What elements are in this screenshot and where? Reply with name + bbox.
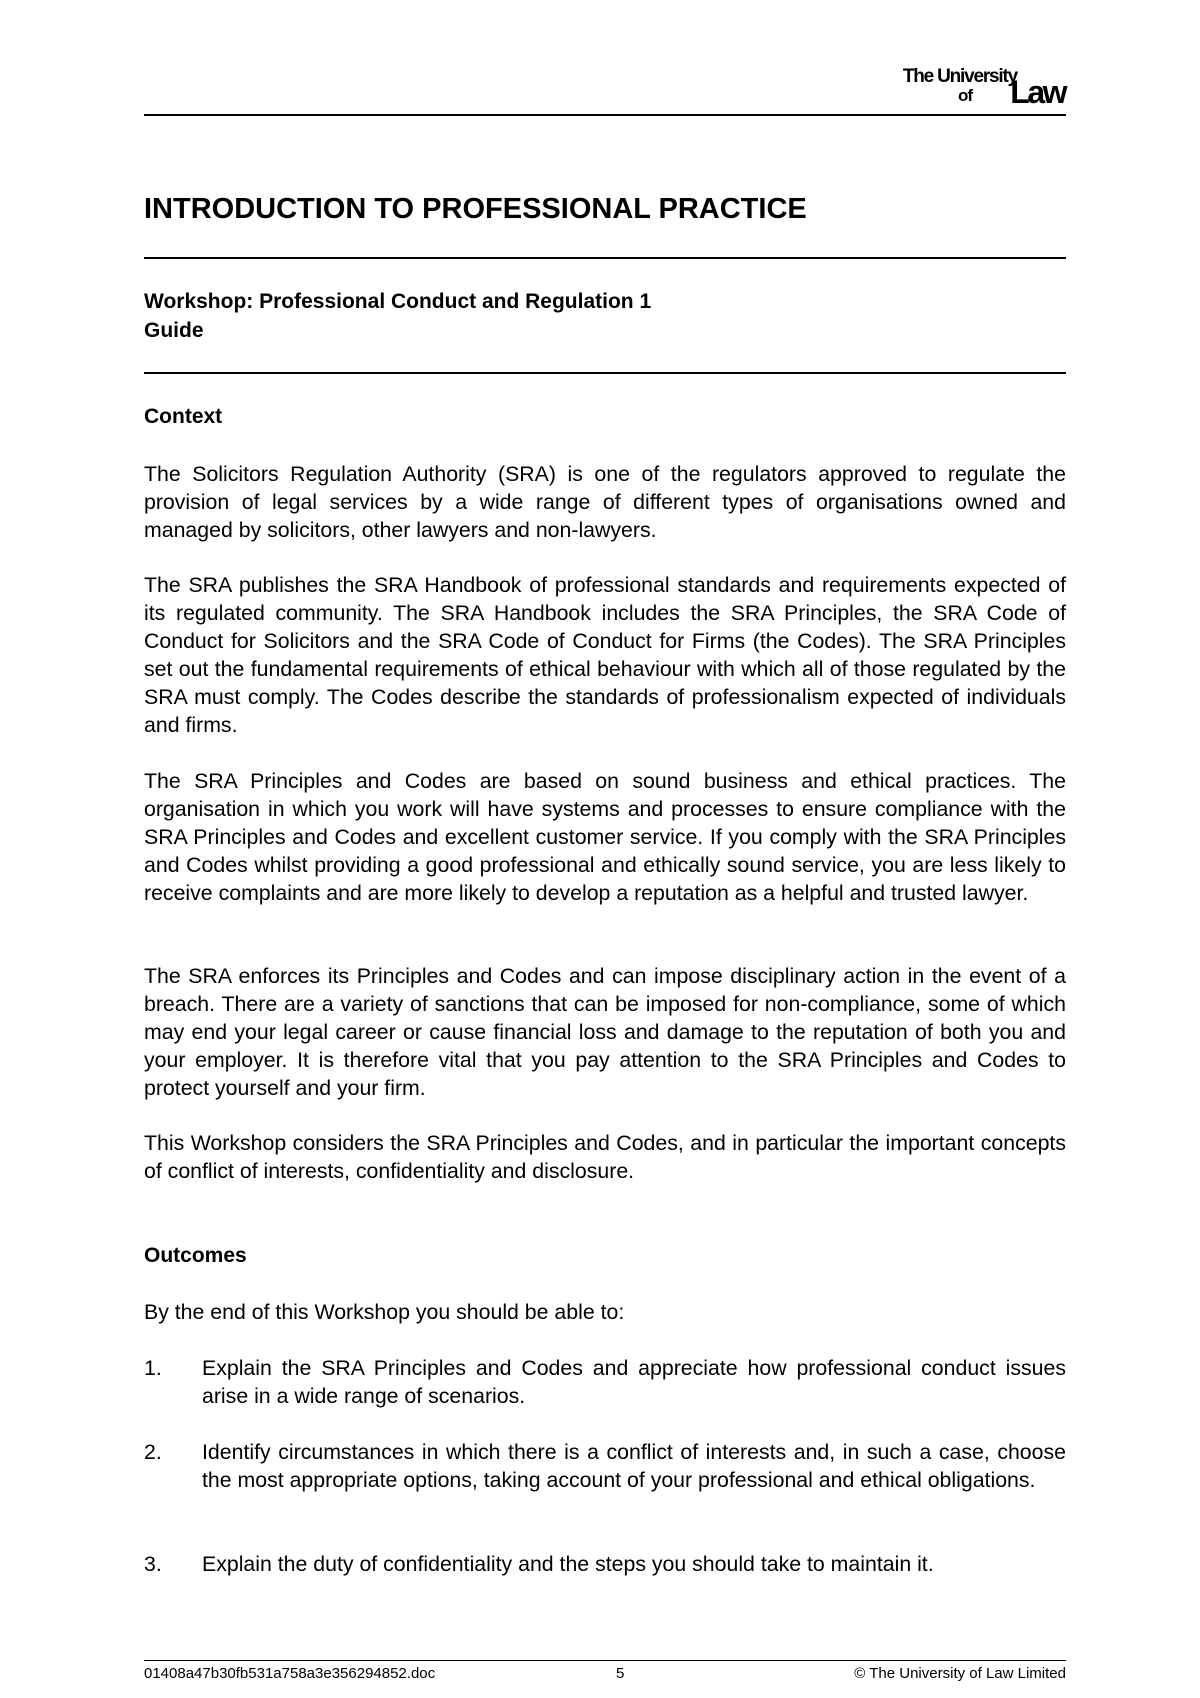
footer-copyright: © The University of Law Limited xyxy=(854,1665,1066,1682)
subtitle-rule xyxy=(144,372,1066,374)
guide-label: Guide xyxy=(144,319,204,342)
outcomes-heading: Outcomes xyxy=(144,1244,247,1267)
document-title: INTRODUCTION TO PROFESSIONAL PRACTICE xyxy=(144,193,807,225)
header-rule xyxy=(144,114,1066,116)
context-heading: Context xyxy=(144,405,223,428)
workshop-subtitle xyxy=(144,287,651,345)
context-paragraph-3: The SRA Principles and Codes are based on sound business and ethical practices. The organisation in which you work will have systems and processes to ensure compliance with the SRA Principles and Codes and excellent customer service. If you comply with the SRA Principles and Codes whilst providing a good professional and ethically sound service, you are less likely to receive complaints and are more likely to develop a reputation as a helpful and trusted lawyer. xyxy=(144,769,1066,905)
logo-law-text: Law xyxy=(1010,74,1065,110)
outcome-text: Identify circumstances in which there is a conflict of interests and, in such a case, choose the most appropriate options, taking account of your professional and ethical obligations. xyxy=(202,1440,1066,1492)
footer-filename: 01408a47b30fb531a758a3e356294852.doc xyxy=(144,1665,436,1682)
context-paragraph-4: The SRA enforces its Principles and Codes and can impose disciplinary action in the event of a breach. There are a variety of sanctions that can be imposed for non-compliance, some of which may end your legal career or cause financial loss and damage to the reputation of both you and your employer. It is therefore vital that you pay attention to the SRA Principles and Codes to protect yourself and your firm. xyxy=(144,964,1066,1100)
outcomes-intro: By the end of this Workshop you should be able to: xyxy=(144,1300,625,1324)
context-paragraph-1: The Solicitors Regulation Authority (SRA) is one of the regulators approved to regulate the provision of legal services by a wide range of different types of organisations owned and managed by solicitors, other lawyers and non-lawyers. xyxy=(144,462,1066,542)
footer-page-number: 5 xyxy=(616,1665,625,1682)
outcome-number: 1. xyxy=(144,1356,162,1380)
outcome-number: 3. xyxy=(144,1552,162,1576)
outcome-number: 2. xyxy=(144,1440,162,1464)
logo-of-text: of xyxy=(957,86,972,105)
footer-rule xyxy=(144,1660,1066,1661)
context-paragraph-5: This Workshop considers the SRA Principles and Codes, and in particular the important concepts of conflict of interests, confidentiality and disclosure. xyxy=(144,1131,1066,1183)
logo-university-text: The University xyxy=(902,66,1017,87)
outcome-text: Explain the SRA Principles and Codes and appreciate how professional conduct issues arise in a wide range of scenarios. xyxy=(202,1356,1066,1408)
workshop-name: Workshop: Professional Conduct and Regulation 1 xyxy=(144,290,652,313)
context-paragraph-2: The SRA publishes the SRA Handbook of professional standards and requirements expected of its regulated community. The SRA Handbook includes the SRA Principles, the SRA Code of Conduct for Solicitors and the SRA Code of Conduct for Firms (the Codes). The SRA Principles set out the fundamental requirements of ethical behaviour with which all of those regulated by the SRA must comply. The Codes describe the standards of professionalism expected of individuals and firms. xyxy=(144,573,1066,737)
title-rule xyxy=(144,257,1066,259)
university-logo xyxy=(855,66,1065,110)
outcome-text: Explain the duty of confidentiality and the steps you should take to maintain it. xyxy=(202,1552,934,1576)
